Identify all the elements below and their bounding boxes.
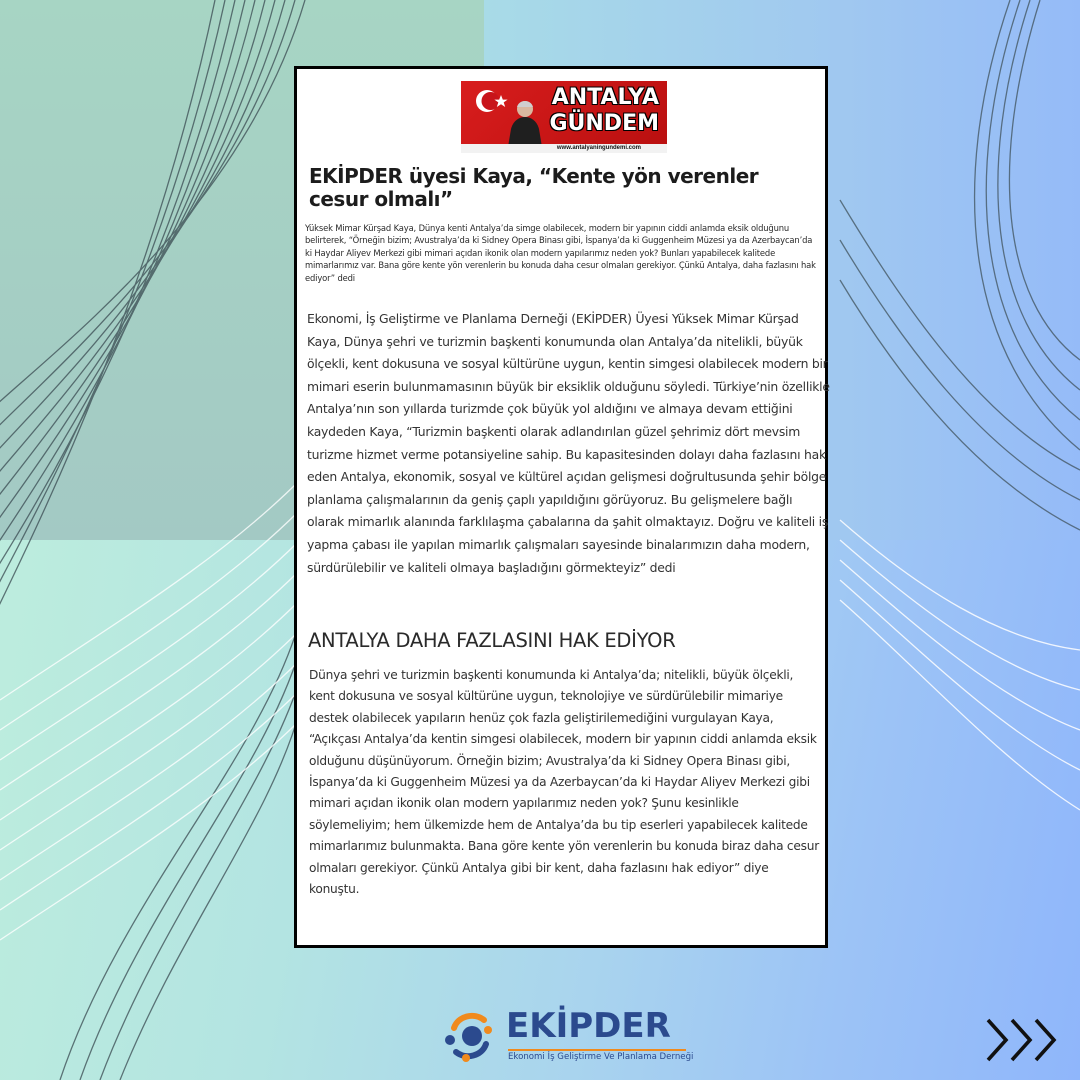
newspaper-logo — [461, 81, 667, 153]
article-paragraph-1: Ekonomi, İş Geliştirme ve Planlama Derneği (EKİPDER) Üyesi Yüksek Mimar Kürşad Kaya, Dünya şehri ve turizmin başkenti konumunda olan Antalya’da nitelikli, büyük ölçekli, kent dokusuna ve sosyal kültürüne uygun, kentin simgesi olabilecek modern bir mimari eserin bulunmamasının büyük bir eksiklik olduğunu söyledi. Türkiye’nin özellikle Antalya’nın son yıllarda turizmde çok büyük yol aldığını ve almaya devam ettiğini kaydeden Kaya, “Turizmin başkenti olarak adlandırılan güzel şehrimiz dört mevsim turizme hizmet verme potansiyeline sahip. Bu kapasitesinden dolayı daha fazlasını hak eden Antalya, ekonomik, sosyal ve kültürel açıdan gelişmesi doğrultusunda şehir bölge planlama çalışmalarının da geniş çaplı yapıldığını görüyoruz. Bu gelişmelere bağlı olarak mimarlık alanında farklılaşma çabalarına da şahit olmaktayız. Doğru ve kaliteli iş yapma çabası ile yapılan mimarlık çalışmaları sayesinde binalarımızın daha modern, sürdürülebilir ve kaliteli olmaya başladığını görmekteyiz” dedi — [307, 311, 830, 575]
logo-title-line2: GÜNDEM — [549, 111, 659, 136]
article-summary: Yüksek Mimar Kürşad Kaya, Dünya kenti Antalya’da simge olabilecek, modern bir yapının ciddi anlamda eksik olduğunu belirterek, “Örneğin bizim; Avustralya’da ki Sidney Opera Binası gibi, İspanya’da ki Guggenheim Müzesi ya da Azerbaycan’da ki Haydar Aliyev Merkezi gibi mimari açıdan ikonik olan modern yapılarımız neden yok? Bunları yapabilecek kalitede mimarlarımız var. Bana göre kente yön verenlerin bu konuda daha cesur olmaları gerekiyor. Çünkü Antalya, daha fazlasını hak ediyor” dedi — [305, 223, 816, 283]
ekipder-name: EKİPDER — [506, 1006, 671, 1046]
article-paragraph-2: Dünya şehri ve turizmin başkenti konumunda ki Antalya’da; nitelikli, büyük ölçekli, kent dokusuna ve sosyal kültürüne uygun, teknolojiye ve sürdürülebilir mimariye destek olabilecek yapıların henüz çok fazla geliştirilemediğini vurgulayan Kaya, “Açıkçası Antalya’da kentin simgesi olabilecek, modern bir yapının ciddi anlamda eksik olduğunu düşünüyorum. Örneğin bizim; Avustralya’da ki Sidney Opera Binası gibi, İspanya’da ki Guggenheim Müzesi ya da Azerbaycan’da ki Haydar Aliyev Merkezi gibi mimari açıdan ikonik olan modern yapılarımız neden yok? Şunu kesinlikle söylemeliyim; hem ülkemizde hem de Antalya’da bu tip eserleri yapabilecek kalitede mimarlarımız bulunmakta. Bana göre kente yön verenlerin bu konuda biraz daha cesur olmaları gerekiyor. Çünkü Antalya gibi bir kent, daha fazlasını hak ediyor” diye konuştu. — [309, 668, 819, 897]
ekipder-emblem-icon — [440, 1008, 496, 1064]
ekipder-divider — [508, 1049, 686, 1051]
turkish-flag-icon — [461, 81, 551, 153]
news-article-card — [294, 66, 828, 948]
article-subheading: ANTALYA DAHA FAZLASINI HAK EDİYOR — [308, 629, 676, 652]
triple-chevron-right-icon[interactable] — [984, 1016, 1064, 1064]
logo-title-line1: ANTALYA — [551, 85, 659, 110]
ekipder-logo — [440, 1006, 700, 1066]
ekipder-subtitle: Ekonomi İş Geliştirme Ve Planlama Derneği — [508, 1052, 694, 1062]
logo-url: www.antalyaningundemi.com — [461, 144, 667, 153]
article-headline: EKİPDER üyesi Kaya, “Kente yön verenler cesur olmalı” — [309, 164, 759, 211]
